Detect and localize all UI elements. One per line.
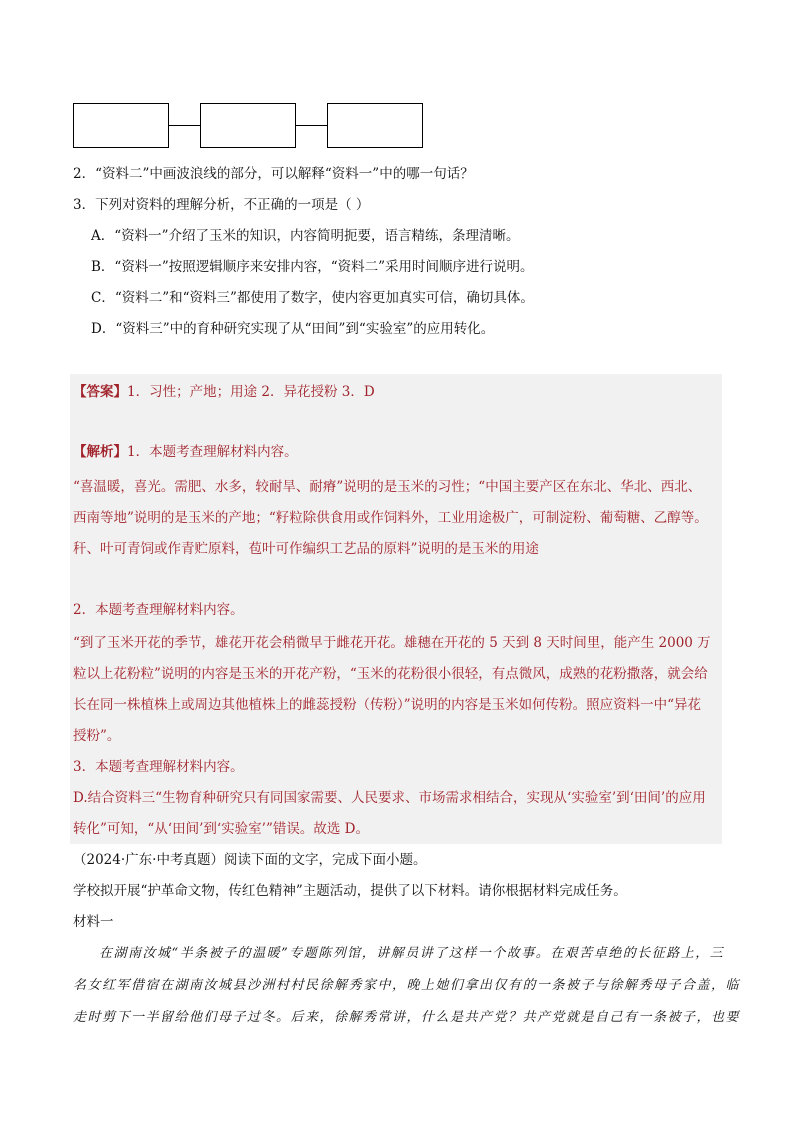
analysis-p3-line-1: D.结合资料三“生物育种研究只有同国家需要、人民要求、市场需求相结合，实现从‘实验室’到‘田间’的应用: [73, 790, 706, 806]
analysis-p1-line-3: 秆、叶可青饲或作青贮原料，苞叶可作编织工艺品的原料”说明的是玉米的用途: [73, 541, 539, 557]
option-c: C．“资料二”和“资料三”都使用了数字，使内容更加真实可信，确切具体。: [91, 290, 534, 306]
answer-line: [73, 382, 375, 402]
task-line: 学校拟开展“护革命文物，传红色精神”主题活动，提供了以下材料。请你根据材料完成任务。: [73, 883, 627, 899]
connector-line-2: [296, 125, 327, 126]
analysis-p3-head: 3．本题考查理解材料内容。: [73, 759, 244, 775]
material-title: 材料一: [73, 914, 114, 930]
analysis-heading: [73, 442, 298, 462]
analysis-p3-line-2: 转化”可知，“从‘田间’到‘实验室’”错误。故选 D。: [73, 821, 369, 837]
analysis-p1-line-1: “喜温暖，喜光。需肥、水多，较耐旱、耐瘠”说明的是玉米的习性；“中国主要产区在东北、华北、西北、: [73, 479, 702, 495]
question-2: 2．“资料二”中画波浪线的部分，可以解释“资料一”中的哪一句话？: [73, 166, 474, 182]
analysis-p2-line-2: 粒以上花粉粒”说明的内容是玉米的开花产粉，“玉米的花粉很小很轻，有点微风，成熟的花粉撒落，就会给: [73, 666, 708, 682]
answer-tag: 【答案】: [73, 384, 127, 400]
passage-line-1: 在湖南汝城“半条被子的温暖”专题陈列馆，讲解员讲了这样一个故事。在艰苦卓绝的长征路上，三: [99, 946, 725, 961]
option-d: D．“资料三”中的育种研究实现了从“田间”到“实验室”的应用转化。: [91, 321, 495, 337]
analysis-p2-line-4: 授粉”。: [73, 728, 121, 744]
question-3: 3．下列对资料的理解分析，不正确的一项是（ ）: [73, 197, 370, 213]
analysis-p2-line-1: “到了玉米开花的季节，雄花开花会稍微早于雌花开花。雄穗在开花的 5 天到 8 天时间里，能产生 2000 万: [73, 635, 711, 651]
blank-box-3: [327, 103, 423, 148]
passage-line-3: 走时剪下一半留给他们母子过冬。后来，徐解秀常讲，什么是共产党？共产党就是自己有一条被子，也要: [73, 1010, 741, 1025]
option-a: A．“资料一”介绍了玉米的知识，内容简明扼要，语言精练，条理清晰。: [91, 228, 520, 244]
source-line: （2024·广东·中考真题）阅读下面的文字，完成下面小题。: [73, 852, 427, 868]
blank-box-1: [73, 103, 169, 148]
connector-line-1: [169, 125, 200, 126]
blank-box-2: [200, 103, 296, 148]
passage-line-2: 名女红军借宿在湖南汝城县沙洲村村民徐解秀家中，晚上她们拿出仅有的一条被子与徐解秀母子合盖，临: [73, 978, 741, 993]
analysis-p2-line-3: 长在同一株植株上或周边其他植株上的雌蕊授粉（传粉）”说明的内容是玉米如何传粉。照应资料一中“异花: [73, 697, 702, 713]
analysis-p2-head: 2．本题考查理解材料内容。: [73, 602, 244, 618]
analysis-tag: 【解析】: [73, 444, 127, 460]
flowchart-boxes: [73, 103, 433, 148]
analysis-p1-line-2: 西南等地”说明的是玉米的产地；“籽粒除供食用或作饲料外，工业用途极广，可制淀粉、葡萄糖、乙醇等。: [73, 510, 708, 526]
option-b: B．“资料一”按照逻辑顺序来安排内容，“资料二”采用时间顺序进行说明。: [91, 259, 534, 275]
material-passage: [73, 938, 741, 1034]
analysis-p1-head: 1．本题考查理解材料内容。: [127, 444, 298, 460]
answer-text: 1．习性；产地；用途 2．异花授粉 3．D: [127, 384, 375, 400]
